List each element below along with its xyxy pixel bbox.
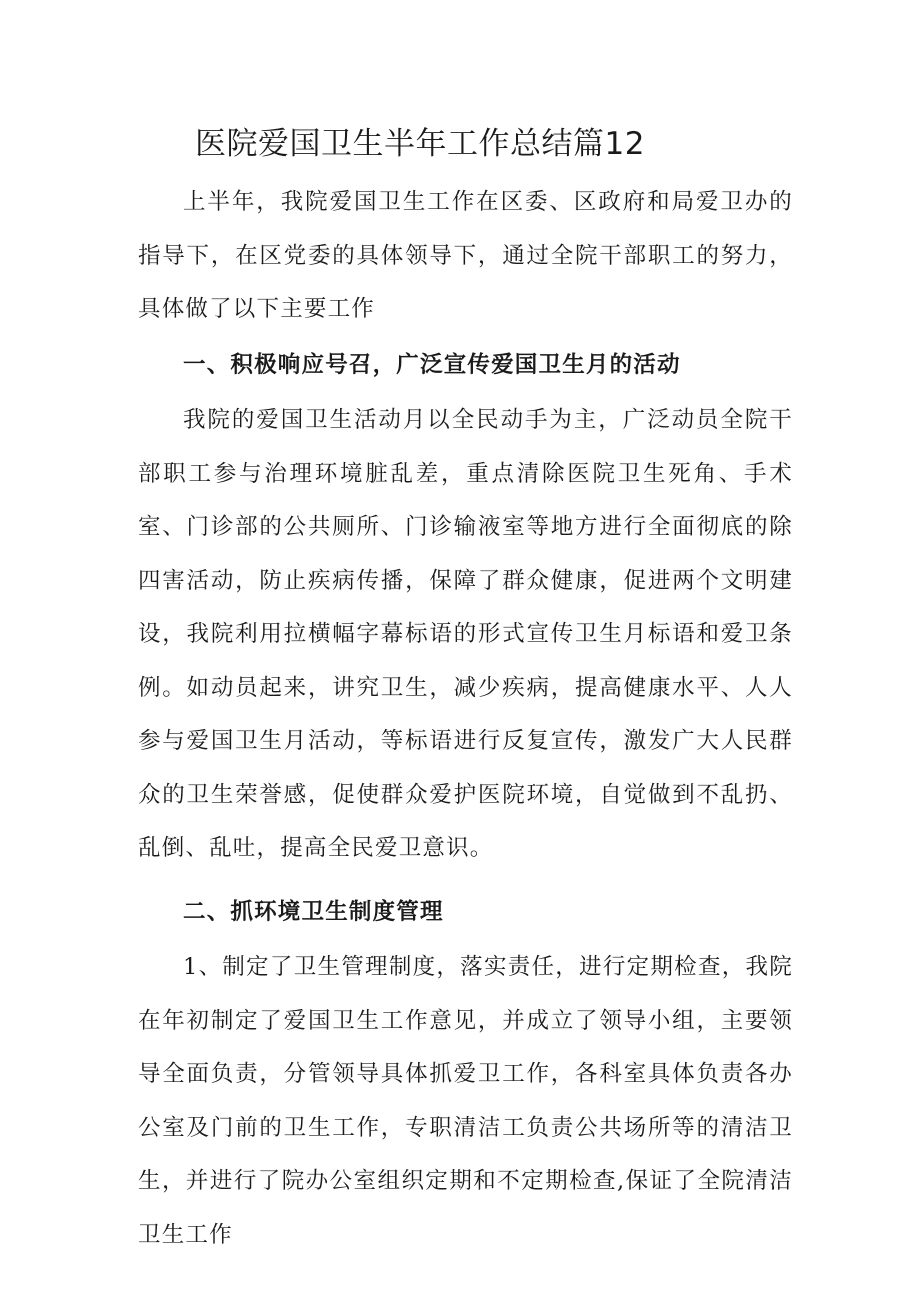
body-paragraph-1: 我院的爱国卫生活动月以全民动手为主，广泛动员全院干部职工参与治理环境脏乱差，重点清除医院卫生死角、手术室、门诊部的公共厕所、门诊输液室等地方进行全面彻底的除四害活动，防止疾病传播，保障了群众健康，促进两个文明建设，我院利用拉横幅字幕标语的形式宣传卫生月标语和爱卫条例。如动员起来，讲究卫生，减少疾病，提高健康水平、人人参与爱国卫生月活动，等标语进行反复宣传，激发广大人民群众的卫生荣誉感，促使群众爱护医院环境，自觉做到不乱扔、乱倒、乱吐，提高全民爱卫意识。 xyxy=(138,407,793,861)
document-body xyxy=(138,176,793,1262)
body-paragraph-2: 1、制定了卫生管理制度，落实责任，进行定期检查，我院在年初制定了爱国卫生工作意见，并成立了领导小组，主要领导全面负责，分管领导具体抓爱卫工作，各科室具体负责各办公室及门前的卫生工作，专职清洁工负责公共场所等的清洁卫生，并进行了院办公室组织定期和不定期检查,保证了全院清洁卫生工作 xyxy=(138,954,793,1248)
document-title: 医院爱国卫生半年工作总结篇12 xyxy=(195,126,645,162)
section-heading-1: 一、积极响应号召，广泛宣传爱国卫生月的活动 xyxy=(183,351,681,378)
section-heading-2: 二、抓环境卫生制度管理 xyxy=(183,898,444,925)
intro-paragraph: 上半年，我院爱国卫生工作在区委、区政府和局爱卫办的指导下，在区党委的具体领导下，通过全院干部职工的努力，具体做了以下主要工作 xyxy=(138,189,793,322)
